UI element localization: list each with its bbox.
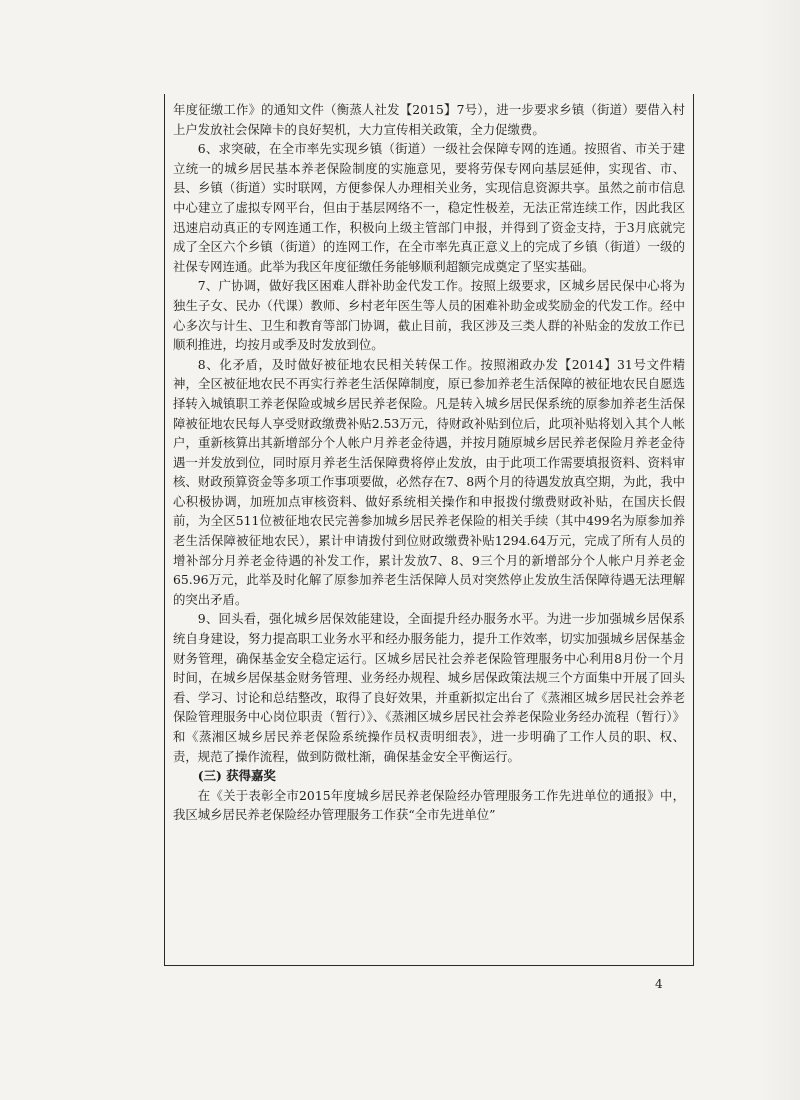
document-frame [164,94,694,966]
paragraph-item-7: 7、广协调，做好我区困难人群补助金代发工作。按照上级要求，区城乡居民保中心将为独生子女、民办（代课）教师、乡村老年医生等人员的困难补助金或奖励金的代发工作。经中心多次与计生、卫生和教育等部门协调，截止目前，我区涉及三类人群的补贴金的发放工作已顺利推进，均按月或季及时发放到位。 [173,278,685,353]
paragraph-item-6: 6、求突破，在全市率先实现乡镇（街道）一级社会保障专网的连通。按照省、市关于建立统一的城乡居民基本养老保险制度的实施意见，要将劳保专网向基层延伸，实现省、市、县、乡镇（街道）实时联网，方便参保人办理相关业务，实现信息资源共享。虽然之前市信息中心建立了虚拟专网平台，但由于基层网络不一，稳定性极差，无法正常连续工作，因此我区迅速启动真正的专网连通工作，积极向上级主管部门申报，并得到了资金支持，于3月底就完成了全区六个乡镇（街道）的连网工作，在全市率先真正意义上的完成了乡镇（街道）一级的社保专网连通。此举为我区年度征缴任务能够顺利超额完成奠定了坚实基础。 [173,141,685,274]
paragraph-awards: 在《关于表彰全市2015年度城乡居民养老保险经办管理服务工作先进单位的通报》中，我区城乡居民养老保险经办管理服务工作获“全市先进单位” [173,787,685,823]
paragraph-continuation: 年度征缴工作》的通知文件（衡蒸人社发【2015】7号），进一步要求乡镇（街道）要借入村上户发放社会保障卡的良好契机，大力宣传相关政策，全力促缴费。 [173,102,685,137]
paragraph-item-8: 8、化矛盾，及时做好被征地农民相关转保工作。按照湘政办发【2014】31号文件精神，全区被征地农民不再实行养老生活保障制度，原已参加养老生活保障的被征地农民自愿选择转入城镇职工养老保险或城乡居民养老保险。凡是转入城乡居民保系统的原参加养老生活保障被征地农民每人享受财政缴费补贴2.53万元，待财政补贴到位后，此项补贴将划入其个人帐户，重新核算出其新增部分个人帐户月养老金待遇，并按月随原城乡居民养老保险月养老金待遇一并发放到位，同时原月养老生活保障费将停止发放，由于此项工作需要填报资料、资料审核、财政预算资金等多项工作事项要做，必然存在7、8两个月的待遇发放真空期，为此，我中心积极协调，加班加点审核资料、做好系统相关操作和申报拨付缴费财政补贴，在国庆长假前，为全区511位被征地农民完善参加城乡居民养老保险的相关手续（其中499名为原参加养老生活保障被征地农民），累计申请拨付到位财政缴费补贴1294.64万元，完成了所有人员的增补部分月养老金待遇的补发工作，累计发放7、8、9三个月的新增部分个人帐户月养老金65.96万元，此举及时化解了原参加养老生活保障人员对突然停止发放生活保障待遇无法理解的突出矛盾。 [173,356,685,607]
paragraph-item-9: 9、回头看，强化城乡居保效能建设，全面提升经办服务水平。为进一步加强城乡居保系统自身建设，努力提高职工业务水平和经办服务能力，提升工作效率，切实加强城乡居保基金财务管理，确保基金安全稳定运行。区城乡居民社会养老保险管理服务中心利用8月份一个月时间，在城乡居保基金财务管理、业务经办规程、城乡居保政策法规三个方面集中开展了回头看、学习、讨论和总结整改，取得了良好效果，并重新拟定出台了《蒸湘区城乡居民社会养老保险管理服务中心岗位职责（暂行）》、《蒸湘区城乡居民社会养老保险业务经办流程（暂行）》和《蒸湘区城乡居民养老保险系统操作员权责明细表》，进一步明确了工作人员的职、权、责，规范了操作流程，做到防微杜渐，确保基金安全平衡运行。 [173,611,685,764]
section-heading-awards: (三) 获得嘉奖 [197,768,276,784]
scan-edge-shadow [760,0,800,1100]
document-body [173,100,685,825]
page-number: 4 [655,977,663,991]
